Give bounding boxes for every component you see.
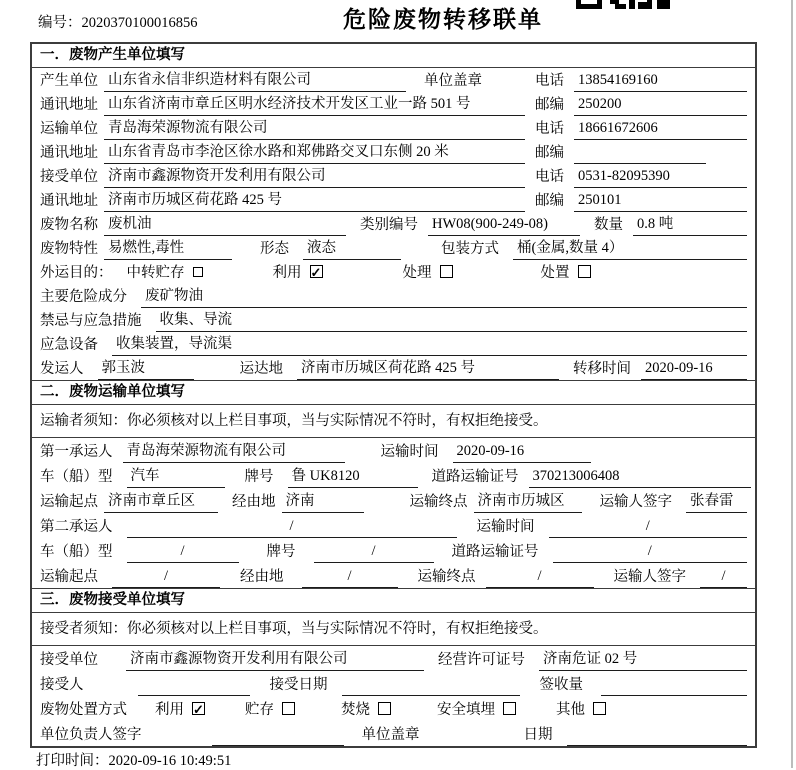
end2-label: 运输终点 bbox=[417, 569, 476, 585]
acceptor-row bbox=[32, 671, 755, 696]
accept-date-label: 接受日期 bbox=[269, 677, 328, 693]
road-permit2-field: / bbox=[553, 541, 748, 563]
transport-purpose-row bbox=[32, 260, 755, 284]
acceptor-label: 接受人 bbox=[40, 677, 84, 693]
receiver-address-row bbox=[32, 188, 755, 212]
packing-label: 包装方式 bbox=[441, 241, 499, 257]
receiver-unit-label: 接受单位 bbox=[40, 169, 98, 185]
plate2-label: 牌号 bbox=[266, 544, 296, 560]
qr-code-icon bbox=[576, 0, 670, 9]
waste-character-label: 废物特性 bbox=[40, 241, 98, 257]
vehicle1-type-field: 汽车 bbox=[127, 466, 225, 488]
receiver-unit-row bbox=[32, 164, 755, 188]
transfer-manifest-form bbox=[30, 42, 757, 748]
disposal-use-checkbox-icon bbox=[192, 702, 205, 715]
producer-unit-label: 产生单位 bbox=[40, 73, 98, 89]
taboo-measures-field: 收集、导流 bbox=[156, 310, 748, 332]
disposal-option-burn bbox=[341, 700, 391, 721]
vehicle2-row bbox=[32, 538, 755, 563]
origin2-field: / bbox=[112, 566, 220, 588]
section-producer bbox=[32, 44, 755, 380]
business-permit-label: 经营许可证号 bbox=[438, 652, 525, 668]
transporter-address-field: 山东省青岛市李沧区徐水路和郑佛路交叉口东侧 20 米 bbox=[104, 142, 525, 164]
emergency-equipment-row bbox=[32, 332, 755, 356]
producer-phone-field: 13854169160 bbox=[574, 70, 747, 92]
sign2-field: / bbox=[700, 566, 747, 588]
purpose-dispose-checkbox-icon bbox=[578, 265, 591, 278]
waste-name-row bbox=[32, 212, 755, 236]
sign-quantity-field bbox=[601, 674, 747, 696]
page-right-edge bbox=[791, 0, 793, 768]
destination-field: 济南市历城区荷花路 425 号 bbox=[297, 358, 559, 380]
disposal-method-row bbox=[32, 696, 755, 721]
purpose-option-treat-label: 处理 bbox=[402, 265, 432, 281]
accept-unit-label: 接受单位 bbox=[40, 652, 98, 668]
end2-field: / bbox=[486, 566, 594, 588]
origin2-label: 运输起点 bbox=[40, 569, 98, 585]
print-time-label: 打印时间： bbox=[36, 753, 109, 769]
carrier2-row bbox=[32, 513, 755, 538]
disposal-option-other-label: 其他 bbox=[556, 702, 585, 718]
disposal-store-checkbox-icon bbox=[282, 702, 295, 715]
disposal-option-other bbox=[556, 700, 606, 721]
transporter-zip-field bbox=[574, 142, 706, 164]
page-title: 危险废物转移联单 bbox=[343, 6, 543, 32]
end1-field: 济南市历城区 bbox=[474, 491, 582, 513]
purpose-option-use-label: 利用 bbox=[272, 265, 302, 281]
waste-name-field: 废机油 bbox=[104, 214, 346, 236]
plate1-label: 牌号 bbox=[244, 469, 274, 485]
transporter-unit-label: 运输单位 bbox=[40, 121, 98, 137]
producer-unit-field: 山东省永信非织造材料有限公司 bbox=[104, 70, 406, 92]
transport-time2-field: / bbox=[549, 516, 748, 538]
road-permit1-label: 道路运输证号 bbox=[431, 469, 519, 485]
accept-unit-row bbox=[32, 646, 755, 671]
transporter-phone-label: 电话 bbox=[535, 121, 564, 137]
route2-row bbox=[32, 563, 755, 588]
purpose-treat-checkbox-icon bbox=[440, 265, 453, 278]
print-time bbox=[36, 749, 231, 770]
vehicle1-type-label: 车（船）型 bbox=[40, 469, 113, 485]
via1-field: 济南 bbox=[282, 491, 364, 513]
acceptor-field bbox=[138, 674, 250, 696]
transport-time2-label: 运输时间 bbox=[476, 519, 535, 535]
shipper-label: 发运人 bbox=[40, 361, 84, 377]
transport-purpose-label: 外运目的： bbox=[40, 265, 113, 281]
road-permit2-label: 道路运输证号 bbox=[451, 544, 539, 560]
carrier2-field: / bbox=[127, 516, 457, 538]
receiver-phone-label: 电话 bbox=[535, 169, 564, 185]
plate1-field: 鲁 UK8120 bbox=[288, 466, 418, 488]
print-time-value: 2020-09-16 10:49:51 bbox=[108, 753, 232, 769]
purpose-option-treat bbox=[403, 263, 453, 284]
purpose-option-dispose bbox=[541, 263, 591, 284]
accept-unit-field: 济南市鑫源物资开发利用有限公司 bbox=[126, 649, 424, 671]
transporter-phone-field: 18661672606 bbox=[574, 118, 747, 140]
road-permit1-field: 370213006408 bbox=[529, 466, 751, 488]
receiver-zip-field: 250101 bbox=[574, 190, 747, 212]
via1-label: 经由地 bbox=[232, 494, 276, 510]
transporter-unit-row bbox=[32, 116, 755, 140]
taboo-measures-row bbox=[32, 308, 755, 332]
sign2-label: 运输人签字 bbox=[613, 569, 686, 585]
disposal-option-landfill bbox=[437, 700, 516, 721]
route1-row bbox=[32, 488, 755, 513]
origin1-field: 济南市章丘区 bbox=[104, 491, 218, 513]
section-producer-title: 一．废物产生单位填写 bbox=[32, 44, 755, 68]
producer-zip-label: 邮编 bbox=[535, 97, 564, 113]
vehicle2-type-field: / bbox=[127, 541, 239, 563]
business-permit-field: 济南危证 02 号 bbox=[539, 649, 747, 671]
plate2-field: / bbox=[314, 541, 434, 563]
form-field: 液态 bbox=[303, 238, 401, 260]
via2-label: 经由地 bbox=[240, 569, 284, 585]
packing-field: 桶(金属,数量 4） bbox=[513, 238, 747, 260]
end1-label: 运输终点 bbox=[409, 494, 468, 510]
disposal-option-use-label: 利用 bbox=[155, 702, 184, 718]
producer-zip-field: 250200 bbox=[574, 94, 747, 116]
producer-unit-row bbox=[32, 68, 755, 92]
disposal-burn-checkbox-icon bbox=[378, 702, 391, 715]
transporter-address-row bbox=[32, 140, 755, 164]
purpose-option-use bbox=[273, 263, 323, 284]
vehicle1-row bbox=[32, 463, 755, 488]
receiver-zip-label: 邮编 bbox=[535, 193, 564, 209]
shipper-row bbox=[32, 356, 755, 380]
section-transporter bbox=[32, 380, 755, 588]
vehicle2-type-label: 车（船）型 bbox=[40, 544, 113, 560]
disposal-landfill-checkbox-icon bbox=[503, 702, 516, 715]
disposal-option-store bbox=[245, 700, 295, 721]
form-label: 形态 bbox=[260, 241, 289, 257]
section-transporter-title: 二．废物运输单位填写 bbox=[32, 381, 755, 405]
unit-seal-label: 单位盖章 bbox=[424, 73, 482, 89]
transfer-time-field: 2020-09-16 bbox=[641, 358, 747, 380]
receiver-notice: 接受者须知：你必须核对以上栏目事项，当与实际情况不符时，有权拒绝接受。 bbox=[32, 613, 755, 646]
accept-date-field bbox=[342, 674, 520, 696]
section-receiver-title: 三．废物接受单位填写 bbox=[32, 589, 755, 613]
category-code-field: HW08(900-249-08) bbox=[428, 214, 580, 236]
manager-sign-field bbox=[212, 724, 344, 746]
receiver-address-label: 通讯地址 bbox=[40, 193, 98, 209]
producer-address-row bbox=[32, 92, 755, 116]
disposal-other-checkbox-icon bbox=[593, 702, 606, 715]
document-number-value: 2020370100016856 bbox=[81, 15, 198, 31]
hazard-component-label: 主要危险成分 bbox=[40, 289, 127, 305]
quantity-field: 0.8 吨 bbox=[633, 214, 747, 236]
sign-quantity-label: 签收量 bbox=[539, 677, 583, 693]
carrier1-label: 第一承运人 bbox=[40, 444, 113, 460]
category-code-label: 类别编号 bbox=[360, 217, 418, 233]
manager-sign-row bbox=[32, 721, 755, 746]
transport-time1-field: 2020-09-16 bbox=[453, 441, 591, 463]
producer-phone-label: 电话 bbox=[535, 73, 564, 89]
receiver-unit-field: 济南市鑫源物资开发利用有限公司 bbox=[104, 166, 525, 188]
sign1-field: 张春雷 bbox=[686, 491, 747, 513]
shipper-field: 郭玉波 bbox=[98, 358, 194, 380]
disposal-option-burn-label: 焚烧 bbox=[341, 702, 370, 718]
quantity-label: 数量 bbox=[594, 217, 623, 233]
transporter-unit-field: 青岛海荣源物流有限公司 bbox=[104, 118, 525, 140]
taboo-measures-label: 禁忌与应急措施 bbox=[40, 313, 142, 329]
document-number-label: 编号： bbox=[38, 15, 82, 31]
unit-seal2-label: 单位盖章 bbox=[361, 727, 420, 743]
carrier2-label: 第二承运人 bbox=[40, 519, 113, 535]
producer-address-field: 山东省济南市章丘区明水经济技术开发区工业一路 501 号 bbox=[104, 94, 525, 116]
emergency-equipment-label: 应急设备 bbox=[40, 337, 98, 353]
hazard-component-row bbox=[32, 284, 755, 308]
transporter-notice: 运输者须知：你必须核对以上栏目事项，当与实际情况不符时，有权拒绝接受。 bbox=[32, 405, 755, 438]
transfer-time-label: 转移时间 bbox=[573, 361, 631, 377]
receiver-phone-field: 0531-82095390 bbox=[574, 166, 747, 188]
producer-address-label: 通讯地址 bbox=[40, 97, 98, 113]
carrier1-field: 青岛海荣源物流有限公司 bbox=[123, 441, 345, 463]
waste-character-field: 易燃性,毒性 bbox=[104, 238, 232, 260]
disposal-method-label: 废物处置方式 bbox=[40, 702, 127, 718]
carrier1-row bbox=[32, 438, 755, 463]
emergency-equipment-field: 收集装置，导流渠 bbox=[112, 334, 747, 356]
purpose-option-storage-label: 中转贮存 bbox=[126, 265, 185, 281]
waste-name-label: 废物名称 bbox=[40, 217, 98, 233]
purpose-storage-checkbox-icon bbox=[193, 267, 203, 277]
manager-sign-label: 单位负责人签字 bbox=[40, 727, 142, 743]
via2-field: / bbox=[302, 566, 398, 588]
purpose-option-storage bbox=[127, 263, 203, 284]
transporter-zip-label: 邮编 bbox=[535, 145, 564, 161]
destination-label: 运达地 bbox=[239, 361, 283, 377]
sign1-label: 运输人签字 bbox=[599, 494, 672, 510]
purpose-use-checkbox-icon bbox=[310, 265, 323, 278]
waste-character-row bbox=[32, 236, 755, 260]
transporter-address-label: 通讯地址 bbox=[40, 145, 98, 161]
date-label: 日期 bbox=[523, 727, 553, 743]
date-field bbox=[567, 724, 748, 746]
disposal-option-landfill-label: 安全填埋 bbox=[437, 702, 495, 718]
hazard-component-field: 废矿物油 bbox=[141, 286, 747, 308]
document-header bbox=[0, 0, 796, 40]
purpose-option-dispose-label: 处置 bbox=[540, 265, 570, 281]
disposal-option-use bbox=[155, 700, 205, 721]
receiver-address-field: 济南市历城区荷花路 425 号 bbox=[104, 190, 525, 212]
transport-time1-label: 运输时间 bbox=[380, 444, 439, 460]
disposal-option-store-label: 贮存 bbox=[245, 702, 274, 718]
section-receiver bbox=[32, 588, 755, 746]
origin1-label: 运输起点 bbox=[40, 494, 98, 510]
